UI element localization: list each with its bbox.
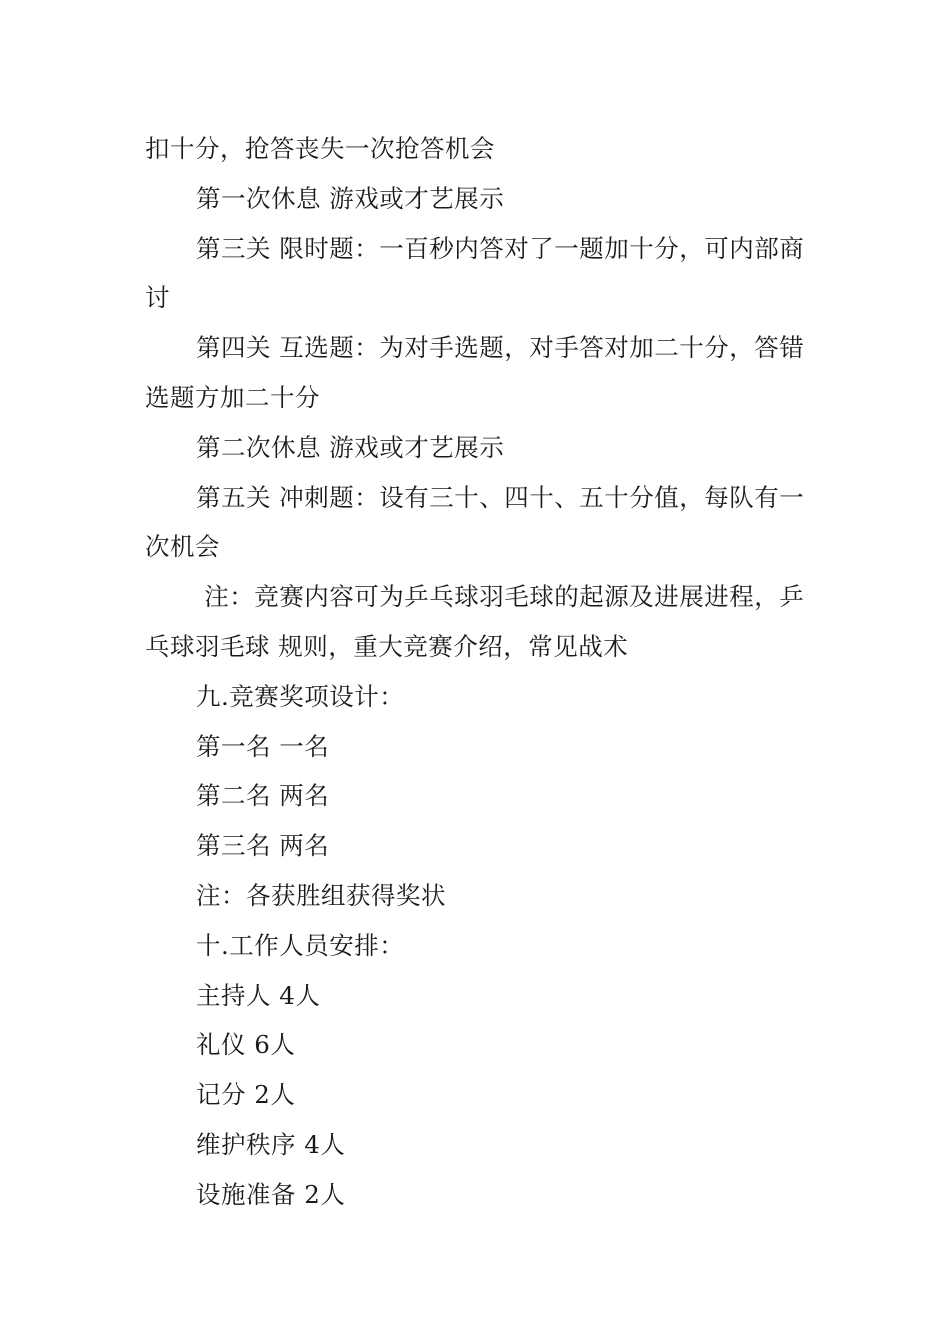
paragraph-note-awards: 注：各获胜组获得奖状 [196, 880, 446, 910]
award-third-place: 第三名 两名 [196, 831, 330, 861]
paragraph-note-content: 注：竞赛内容可为乒乓球羽毛球的起源及进展进程，乒乓球羽毛球 规则，重大竞赛介绍，常见战术 [145, 582, 805, 661]
heading-awards: 九.竞赛奖项设计： [196, 681, 405, 711]
staff-order: 维护秩序 4人 [196, 1129, 346, 1159]
staff-host: 主持人 4人 [196, 980, 321, 1010]
staff-equipment: 设施准备 2人 [196, 1179, 346, 1209]
paragraph-second-break: 第二次休息 游戏或才艺展示 [196, 432, 505, 462]
paragraph-round-five: 第五关 冲刺题：设有三十、四十、五十分值，每队有一次机会 [145, 482, 805, 562]
paragraph-continuation: 扣十分，抢答丧失一次抢答机会 [145, 134, 495, 163]
staff-etiquette: 礼仪 6人 [196, 1030, 296, 1060]
award-first-place: 第一名 一名 [196, 731, 330, 761]
staff-scorekeeper: 记分 2人 [196, 1080, 296, 1110]
heading-staff: 十.工作人员安排： [196, 930, 405, 960]
award-second-place: 第二名 两名 [196, 781, 330, 811]
paragraph-round-three: 第三关 限时题：一百秒内答对了一题加十分，可内部商讨 [145, 233, 805, 313]
paragraph-round-four: 第四关 互选题：为对手选题，对手答对加二十分，答错选题方加二十分 [145, 333, 805, 412]
paragraph-first-break: 第一次休息 游戏或才艺展示 [196, 183, 505, 213]
document-body [145, 124, 810, 1220]
